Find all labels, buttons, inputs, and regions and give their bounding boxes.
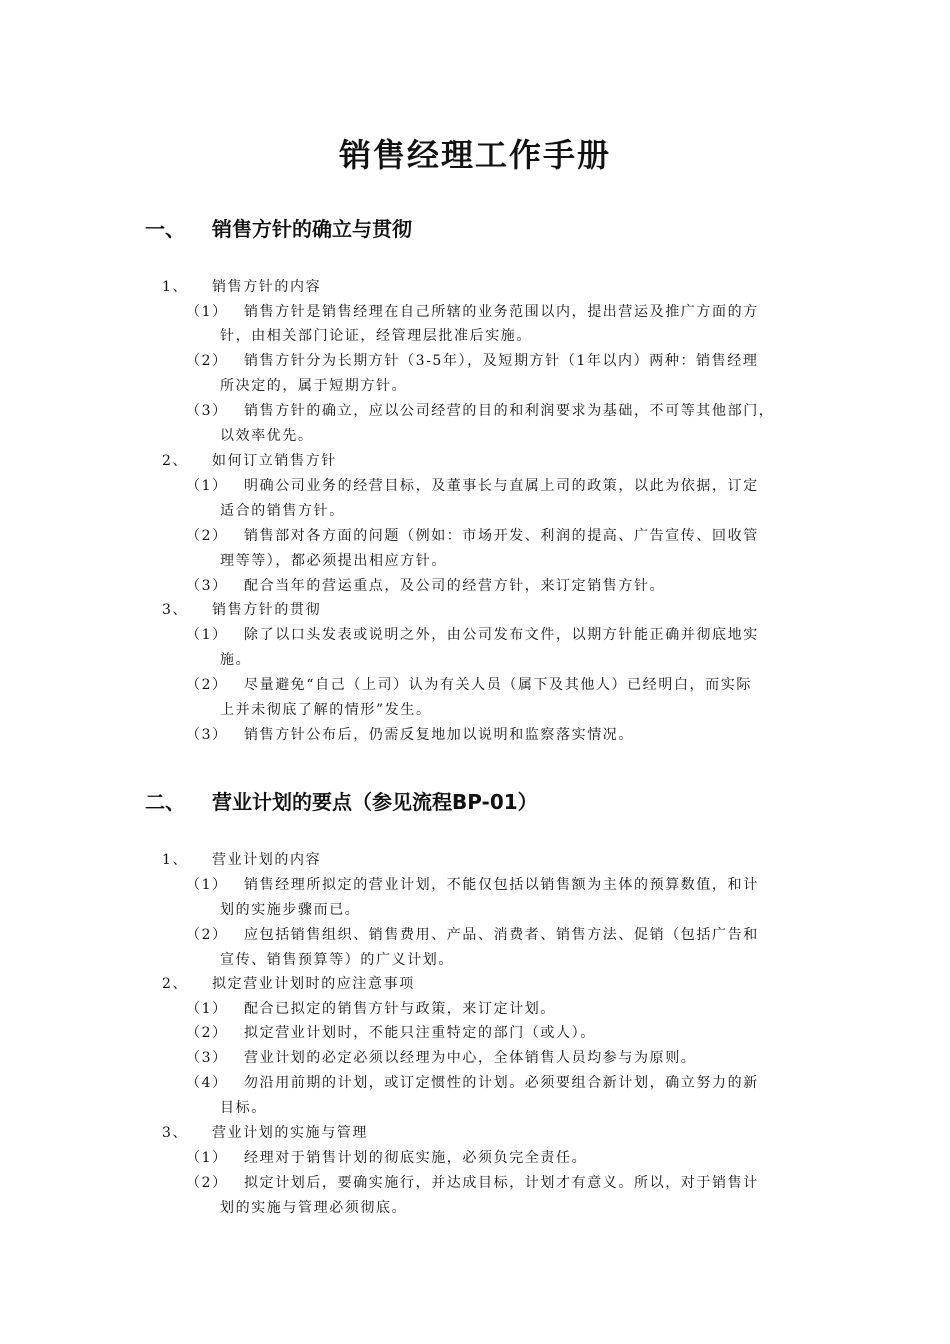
list-item (186, 997, 556, 1021)
item-continuation: 目标。 (220, 1100, 267, 1116)
subsection-number: 1、 (162, 852, 189, 868)
subsection-heading (162, 275, 321, 299)
item-number: （3） (186, 727, 228, 743)
item-number: （2） (186, 528, 228, 544)
section-heading (145, 213, 412, 242)
item-text: 销售经理所拟定的营业计划，不能仅包括以销售额为主体的预算数值，和计 (244, 877, 759, 893)
list-item (186, 673, 752, 697)
item-text: 销售方针的确立，应以公司经营的目的和利润要求为基础，不可等其他部门， (244, 403, 775, 419)
item-text: 勿沿用前期的计划，或订定惯性的计划。必须要组合新计划，确立努力的新 (244, 1075, 759, 1091)
list-item (186, 923, 759, 947)
item-continuation: 上并未彻底了解的情形”发生。 (220, 702, 432, 718)
section-number: 二、 (145, 790, 185, 814)
item-number: （1） (186, 877, 228, 893)
item-text: 应包括销售组织、销售费用、产品、消费者、销售方法、促销（包括广告和 (244, 927, 759, 943)
item-continuation: 所决定的，属于短期方针。 (220, 378, 408, 394)
item-text: 营业计划的必定必须以经理为中心，全体销售人员均参与为原则。 (244, 1050, 697, 1066)
subsection-number: 2、 (162, 453, 189, 469)
item-continuation: 针，由相关部门论证，经管理层批准后实施。 (220, 328, 532, 344)
item-number: （2） (186, 1175, 228, 1191)
subsection-label: 销售方针的内容 (212, 279, 322, 295)
list-item (186, 349, 758, 373)
list-item (186, 300, 759, 324)
subsection-label: 销售方针的贯彻 (212, 602, 322, 618)
list-item (186, 1071, 759, 1095)
item-number: （2） (186, 927, 228, 943)
subsection-heading (162, 848, 321, 872)
item-text: 除了以口头发表或说明之外，由公司发布文件，以期方针能正确并彻底地实 (244, 627, 759, 643)
list-item (186, 1021, 596, 1045)
list-item (186, 524, 759, 548)
subsection-heading (162, 972, 415, 996)
item-number: （2） (186, 677, 228, 693)
item-number: （1） (186, 304, 228, 320)
list-item (186, 574, 665, 598)
item-text: 拟定计划后，要确实施行，并达成目标，计划才有意义。所以，对于销售计 (244, 1175, 759, 1191)
item-number: （3） (186, 578, 228, 594)
subsection-number: 1、 (162, 279, 189, 295)
list-item (186, 1046, 696, 1070)
item-text: 配合当年的营运重点，及公司的经营方针，来订定销售方针。 (244, 578, 666, 594)
item-number: （1） (186, 1150, 228, 1166)
list-item (186, 1171, 759, 1195)
subsection-label: 营业计划的实施与管理 (212, 1125, 368, 1141)
subsection-heading (162, 598, 321, 622)
item-number: （1） (186, 478, 228, 494)
item-continuation: 划的实施与管理必须彻底。 (220, 1200, 408, 1216)
subsection-heading (162, 449, 337, 473)
item-continuation: 施。 (220, 652, 252, 668)
section-title: 销售方针的确立与贯彻 (212, 217, 412, 241)
list-item (186, 723, 634, 747)
item-number: （2） (186, 1025, 228, 1041)
section-title: 营业计划的要点（参见流程BP-01） (212, 790, 538, 814)
item-continuation: 理等等），都必须提出相应方针。 (220, 553, 447, 569)
section-heading (145, 786, 538, 815)
item-number: （3） (186, 1050, 228, 1066)
item-number: （1） (186, 1001, 228, 1017)
item-text: 销售方针是销售经理在自己所辖的业务范围以内，提出营运及推广方面的方 (244, 304, 759, 320)
item-continuation: 划的实施步骤而已。 (220, 902, 361, 918)
list-item (186, 873, 759, 897)
item-text: 销售部对各方面的问题（例如：市场开发、利润的提高、广告宣传、回收管 (244, 528, 759, 544)
subsection-number: 3、 (162, 602, 189, 618)
item-text: 销售方针分为长期方针（3-5年），及短期方针（1年以内）两种：销售经理 (244, 353, 759, 369)
subsection-label: 拟定营业计划时的应注意事项 (212, 976, 415, 992)
subsection-label: 如何订立销售方针 (212, 453, 337, 469)
subsection-heading (162, 1121, 368, 1145)
item-number: （2） (186, 353, 228, 369)
item-text: 明确公司业务的经营目标，及董事长与直属上司的政策，以此为依据，订定 (244, 478, 759, 494)
subsection-number: 3、 (162, 1125, 189, 1141)
document-title: 销售经理工作手册 (338, 136, 611, 174)
item-number: （3） (186, 403, 228, 419)
subsection-label: 营业计划的内容 (212, 852, 322, 868)
item-continuation: 宣传、销售预算等）的广义计划。 (220, 952, 454, 968)
list-item (186, 623, 759, 647)
section-number: 一、 (145, 217, 185, 241)
item-text: 尽量避免“自己（上司）认为有关人员（属下及其他人）已经明白，而实际 (244, 677, 752, 693)
item-continuation: 以效率优先。 (220, 428, 314, 444)
item-continuation: 适合的销售方针。 (220, 503, 345, 519)
item-text: 拟定营业计划时，不能只注重特定的部门（或人）。 (244, 1025, 596, 1041)
item-number: （4） (186, 1075, 228, 1091)
list-item (186, 1146, 587, 1170)
list-item (186, 474, 759, 498)
item-text: 销售方针公布后，仍需反复地加以说明和监察落实情况。 (244, 727, 634, 743)
item-text: 配合已拟定的销售方针与政策，来订定计划。 (244, 1001, 556, 1017)
item-text: 经理对于销售计划的彻底实施，必须负完全责任。 (244, 1150, 588, 1166)
item-number: （1） (186, 627, 228, 643)
list-item (186, 399, 774, 423)
subsection-number: 2、 (162, 976, 189, 992)
